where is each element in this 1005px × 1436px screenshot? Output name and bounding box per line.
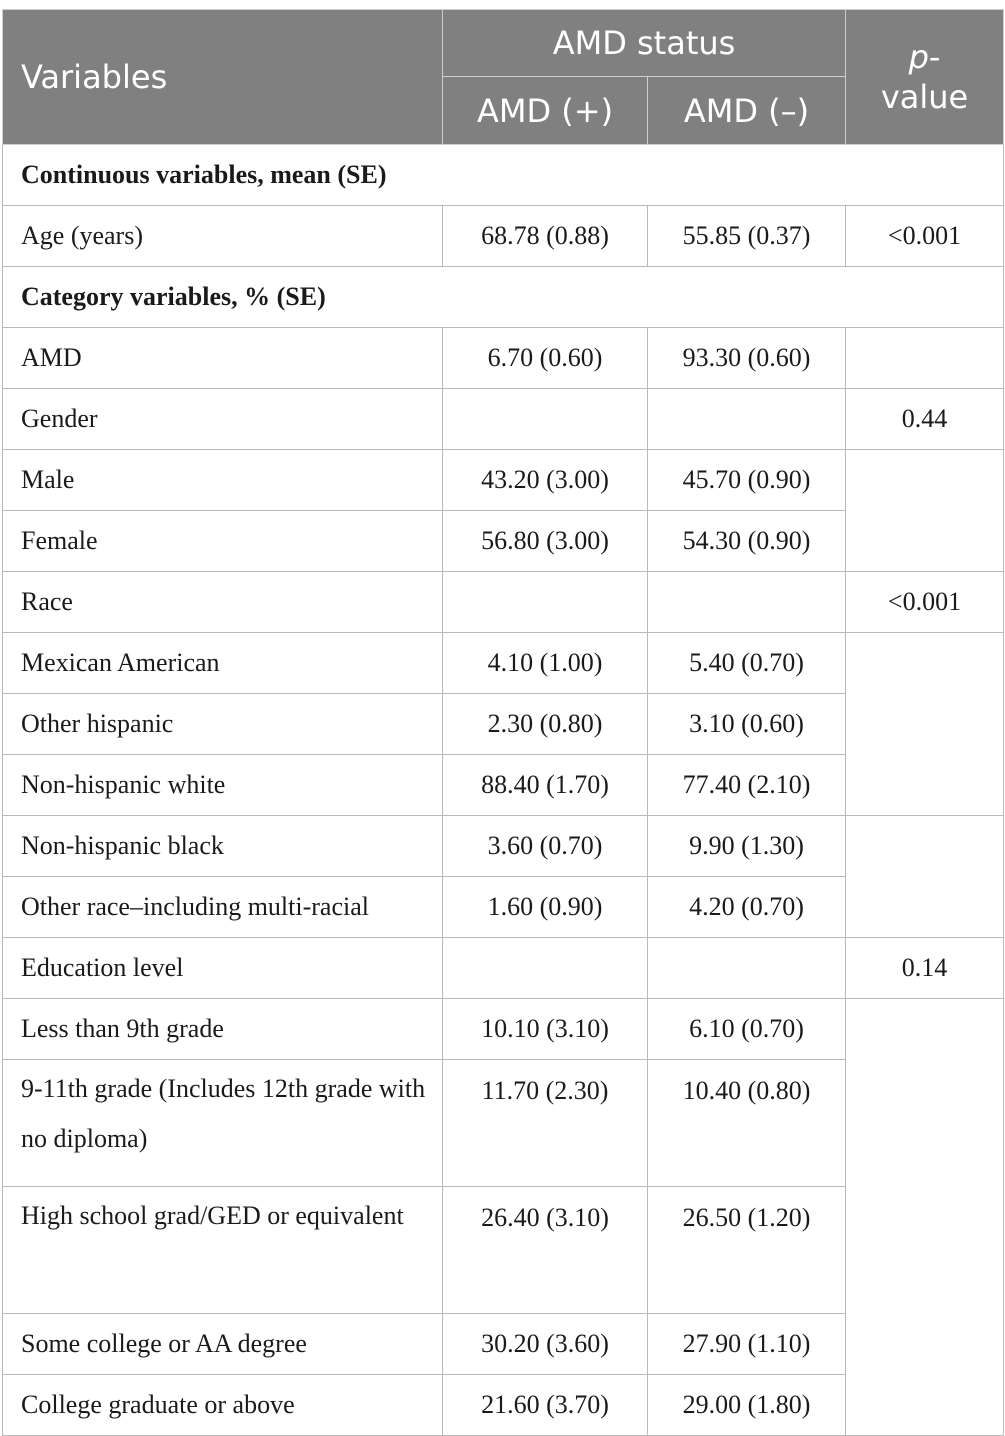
row-label: Other race–including multi-racial (3, 877, 443, 938)
amd-negative-value: 45.70 (0.90) (648, 450, 846, 511)
row-label: Age (years) (3, 206, 443, 267)
p-value: <0.001 (846, 206, 1004, 267)
amd-positive-value: 4.10 (1.00) (443, 633, 648, 694)
amd-status-table (2, 9, 1004, 1436)
amd-positive-value: 26.40 (3.10) (443, 1187, 648, 1314)
header-p-dash: - (928, 38, 941, 76)
amd-positive-value (443, 389, 648, 450)
amd-negative-value: 77.40 (2.10) (648, 755, 846, 816)
p-value: <0.001 (846, 572, 1004, 633)
table-row (3, 938, 1004, 999)
row-label: Female (3, 511, 443, 572)
header-amd-status: AMD status (443, 10, 846, 77)
amd-negative-value (648, 572, 846, 633)
row-label: Male (3, 450, 443, 511)
amd-positive-value: 2.30 (0.80) (443, 694, 648, 755)
row-label: Race (3, 572, 443, 633)
header-variables: Variables (3, 10, 443, 145)
row-label: High school grad/GED or equivalent (3, 1187, 443, 1314)
p-value (846, 633, 1004, 816)
row-label: College graduate or above (3, 1375, 443, 1436)
header-p-letter: p (908, 38, 929, 76)
table-container (2, 9, 1003, 1436)
amd-negative-value: 9.90 (1.30) (648, 816, 846, 877)
amd-positive-value: 88.40 (1.70) (443, 755, 648, 816)
amd-positive-value: 11.70 (2.30) (443, 1060, 648, 1187)
section-category: Category variables, % (SE) (3, 267, 1004, 328)
amd-negative-value (648, 389, 846, 450)
table-row (3, 389, 1004, 450)
row-label: Non-hispanic white (3, 755, 443, 816)
amd-negative-value: 6.10 (0.70) (648, 999, 846, 1060)
table-row (3, 572, 1004, 633)
amd-positive-value: 3.60 (0.70) (443, 816, 648, 877)
amd-positive-value: 10.10 (3.10) (443, 999, 648, 1060)
amd-positive-value (443, 938, 648, 999)
amd-negative-value: 55.85 (0.37) (648, 206, 846, 267)
table-row (3, 206, 1004, 267)
amd-positive-value: 43.20 (3.00) (443, 450, 648, 511)
row-label: Education level (3, 938, 443, 999)
amd-positive-value (443, 572, 648, 633)
table-row (3, 999, 1004, 1060)
row-label: Other hispanic (3, 694, 443, 755)
p-value (846, 328, 1004, 389)
amd-positive-value: 6.70 (0.60) (443, 328, 648, 389)
row-label: AMD (3, 328, 443, 389)
header-p-value (846, 10, 1004, 145)
amd-negative-value: 54.30 (0.90) (648, 511, 846, 572)
amd-positive-value: 56.80 (3.00) (443, 511, 648, 572)
p-value (846, 999, 1004, 1436)
p-value: 0.44 (846, 389, 1004, 450)
table-row (3, 328, 1004, 389)
table-row (3, 633, 1004, 694)
section-continuous: Continuous variables, mean (SE) (3, 145, 1004, 206)
amd-positive-value: 30.20 (3.60) (443, 1314, 648, 1375)
amd-negative-value: 4.20 (0.70) (648, 877, 846, 938)
amd-negative-value: 93.30 (0.60) (648, 328, 846, 389)
row-label: Non-hispanic black (3, 816, 443, 877)
row-label: Gender (3, 389, 443, 450)
row-label: 9-11th grade (Includes 12th grade with no diploma) (3, 1060, 443, 1187)
row-label: Less than 9th grade (3, 999, 443, 1060)
table-row (3, 816, 1004, 877)
header-amd-positive: AMD (+) (443, 77, 648, 145)
amd-negative-value: 5.40 (0.70) (648, 633, 846, 694)
amd-positive-value: 68.78 (0.88) (443, 206, 648, 267)
amd-positive-value: 21.60 (3.70) (443, 1375, 648, 1436)
p-value: 0.14 (846, 938, 1004, 999)
header-p-word: value (880, 78, 969, 116)
header-amd-negative: AMD (–) (648, 77, 846, 145)
amd-negative-value: 3.10 (0.60) (648, 694, 846, 755)
amd-negative-value: 29.00 (1.80) (648, 1375, 846, 1436)
amd-positive-value: 1.60 (0.90) (443, 877, 648, 938)
p-value (846, 450, 1004, 572)
amd-negative-value (648, 938, 846, 999)
table-row (3, 450, 1004, 511)
p-value (846, 816, 1004, 938)
amd-negative-value: 26.50 (1.20) (648, 1187, 846, 1314)
amd-negative-value: 10.40 (0.80) (648, 1060, 846, 1187)
row-label: Mexican American (3, 633, 443, 694)
row-label: Some college or AA degree (3, 1314, 443, 1375)
amd-negative-value: 27.90 (1.10) (648, 1314, 846, 1375)
